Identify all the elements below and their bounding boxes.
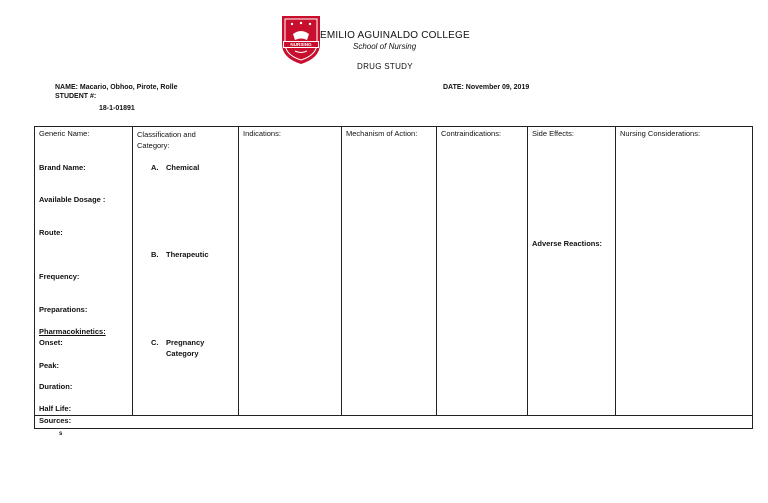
pharmacokinetics-label: Pharmacokinetics: xyxy=(39,327,106,336)
side-effects-cell xyxy=(528,127,616,416)
onset-label: Onset: xyxy=(39,338,63,347)
column-header-mechanism: Mechanism of Action: xyxy=(346,129,418,138)
brand-name-label: Brand Name: xyxy=(39,163,86,172)
mechanism-cell xyxy=(342,127,437,416)
adverse-reactions-label: Adverse Reactions: xyxy=(532,239,603,248)
therapeutic-label: Therapeutic xyxy=(166,250,209,259)
available-dosage-label: Available Dosage : xyxy=(39,195,106,204)
column-header-contraindications: Contraindications: xyxy=(441,129,502,138)
peak-label: Peak: xyxy=(39,361,60,370)
pregnancy-label: Pregnancy xyxy=(166,338,205,347)
footer-stray-letter: s xyxy=(59,431,63,437)
indications-cell xyxy=(239,127,342,416)
document-title: DRUG STUDY xyxy=(357,62,413,71)
classification-cell xyxy=(133,127,239,416)
contraindications-cell xyxy=(437,127,528,416)
study-date: DATE: November 09, 2019 xyxy=(443,84,530,91)
column-header-generic-name: Generic Name: xyxy=(39,129,90,138)
frequency-label: Frequency: xyxy=(39,272,80,281)
sources-cell xyxy=(35,416,753,429)
column-header-side-effects: Side Effects: xyxy=(532,129,574,138)
sources-label: Sources: xyxy=(39,416,72,425)
drug-study-table xyxy=(34,126,753,429)
chemical-label: Chemical xyxy=(166,163,200,172)
college-name: EMILIO AGUINALDO COLLEGE xyxy=(320,30,470,41)
duration-label: Duration: xyxy=(39,382,73,391)
pregnancy-marker: C. xyxy=(151,338,159,347)
student-name: NAME: Macario, Obhoo, Pirote, Rolle xyxy=(55,84,178,91)
half-life-label: Half Life: xyxy=(39,404,72,413)
nursing-considerations-cell xyxy=(616,127,753,416)
preparations-label: Preparations: xyxy=(39,305,88,314)
category-label: Category xyxy=(166,349,199,358)
column-header-indications: Indications: xyxy=(243,129,281,138)
student-number-label: STUDENT #: xyxy=(55,93,97,100)
school-name: School of Nursing xyxy=(353,42,417,51)
column-header-classification: Classification and Category: xyxy=(137,130,196,150)
nursing-seal-logo xyxy=(279,14,323,66)
therapeutic-marker: B. xyxy=(151,250,159,259)
route-label: Route: xyxy=(39,228,63,237)
logo-text: NURSING xyxy=(290,42,312,48)
student-number: 18-1-01891 xyxy=(99,105,135,112)
chemical-marker: A. xyxy=(151,163,159,172)
column-header-nursing-considerations: Nursing Considerations: xyxy=(620,129,701,138)
generic-name-cell xyxy=(35,127,133,416)
